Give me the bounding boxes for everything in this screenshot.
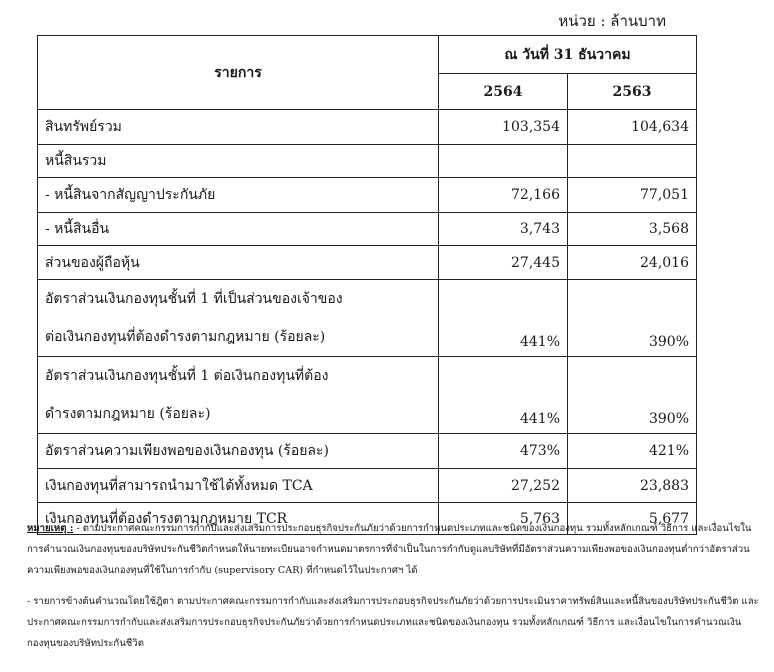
- table-row: [38, 280, 697, 357]
- value-2564: 441%: [439, 357, 568, 434]
- table-row: [38, 469, 697, 503]
- value-2563: 3,568: [568, 213, 697, 246]
- row-label: เงินกองทุนที่ต้องดำรงตามกฎหมาย TCR: [38, 503, 439, 535]
- footnote-text: - ตามประกาศคณะกรรมการกำกับและส่งเสริมการประกอบธุรกิจประกันภัยว่าด้วยการกำหนดประเภทและชนิดของเงินกองทุน รวมทั้งหลักเกณฑ์ วิธีการ และเงื่อนไขในการคำนวณเงินกองทุนของบริษัทประกันชีวิตกำหนดให้นายทะเบียนอาจกำหนดมาตรการที่จำเป็นในการกำกับดูแลบริษัทที่มีอัตราส่วนความเพียงพอของเงินกองทุนต่ำกว่าอัตราส่วนความเพียงพอของเงินกองทุนที่ใช้ในการกำกับ (supervisory CAR) ที่กำหนดไว้ในประกาศฯ ได้: [27, 523, 752, 576]
- value-2563: 104,634: [568, 110, 697, 145]
- value-2563: 390%: [568, 357, 697, 434]
- value-2564: 441%: [439, 280, 568, 357]
- row-label-line: ต่อเงินกองทุนที่ต้องดำรงตามกฎหมาย (ร้อยละ): [45, 329, 326, 345]
- table-row: [38, 110, 697, 145]
- row-label: เงินกองทุนที่สามารถนำมาใช้ได้ทั้งหมด TCA: [38, 469, 439, 503]
- value-2564: 72,166: [439, 178, 568, 213]
- row-label-line: อัตราส่วนเงินกองทุนชั้นที่ 1 ต่อเงินกองทุนที่ต้อง: [45, 368, 329, 384]
- footnote-title: หมายเหตุ :: [27, 523, 74, 534]
- table-row: [38, 434, 697, 469]
- unit-label: หน่วย : ล้านบาท: [558, 12, 666, 30]
- year-header-2564: 2564: [439, 74, 568, 110]
- value-2564: 3,743: [439, 213, 568, 246]
- value-2563: 5,677: [568, 503, 697, 535]
- value-2563: 23,883: [568, 469, 697, 503]
- value-2563: [568, 145, 697, 178]
- value-2564: 27,252: [439, 469, 568, 503]
- value-2563: 390%: [568, 280, 697, 357]
- row-label-line: ดำรงตามกฎหมาย (ร้อยละ): [45, 406, 211, 422]
- table-row: [38, 213, 697, 246]
- value-2563: 24,016: [568, 246, 697, 280]
- footnote-2: - รายการข้างต้นคำนวณโดยใช้ฎิตา ตามประกาศคณะกรรมการกำกับและส่งเสริมการประกอบธุรกิจประกันภัยว่าด้วยการประเมินราคาทรัพย์สินและหนี้สินของบริษัทประกันชีวิต และประกาศคณะกรรมการกำกับและส่งเสริมการประกอบธุรกิจประกันภัยว่าด้วยการกำหนดประเภทและชนิดของเงินกองทุน รวมทั้งหลักเกณฑ์ วิธีการ และเงื่อนไขในการคำนวณเงินกองทุนของบริษัทประกันชีวิต: [27, 596, 759, 649]
- row-label: หนี้สินรวม: [38, 145, 439, 178]
- value-2564: 473%: [439, 434, 568, 469]
- value-2564: 103,354: [439, 110, 568, 145]
- table-row: [38, 246, 697, 280]
- row-label: - หนี้สินอื่น: [38, 213, 439, 246]
- row-label: - หนี้สินจากสัญญาประกันภัย: [38, 178, 439, 213]
- value-2563: 421%: [568, 434, 697, 469]
- item-column-header: รายการ: [38, 36, 439, 110]
- date-column-header: ณ วันที่ 31 ธันวาคม: [439, 36, 697, 74]
- row-label: [38, 280, 439, 357]
- row-label: สินทรัพย์รวม: [38, 110, 439, 145]
- year-header-2563: 2563: [568, 74, 697, 110]
- row-label: อัตราส่วนความเพียงพอของเงินกองทุน (ร้อยละ): [38, 434, 439, 469]
- row-label: [38, 357, 439, 434]
- table-row: [38, 357, 697, 434]
- table-row: [38, 178, 697, 213]
- row-label: ส่วนของผู้ถือหุ้น: [38, 246, 439, 280]
- value-2564: 27,445: [439, 246, 568, 280]
- financial-table: [37, 35, 697, 535]
- footnote-1: [27, 518, 762, 581]
- table-row: [38, 145, 697, 178]
- value-2563: 77,051: [568, 178, 697, 213]
- value-2564: [439, 145, 568, 178]
- row-label-line: อัตราส่วนเงินกองทุนชั้นที่ 1 ที่เป็นส่วนของเจ้าของ: [45, 291, 343, 307]
- value-2564: 5,763: [439, 503, 568, 535]
